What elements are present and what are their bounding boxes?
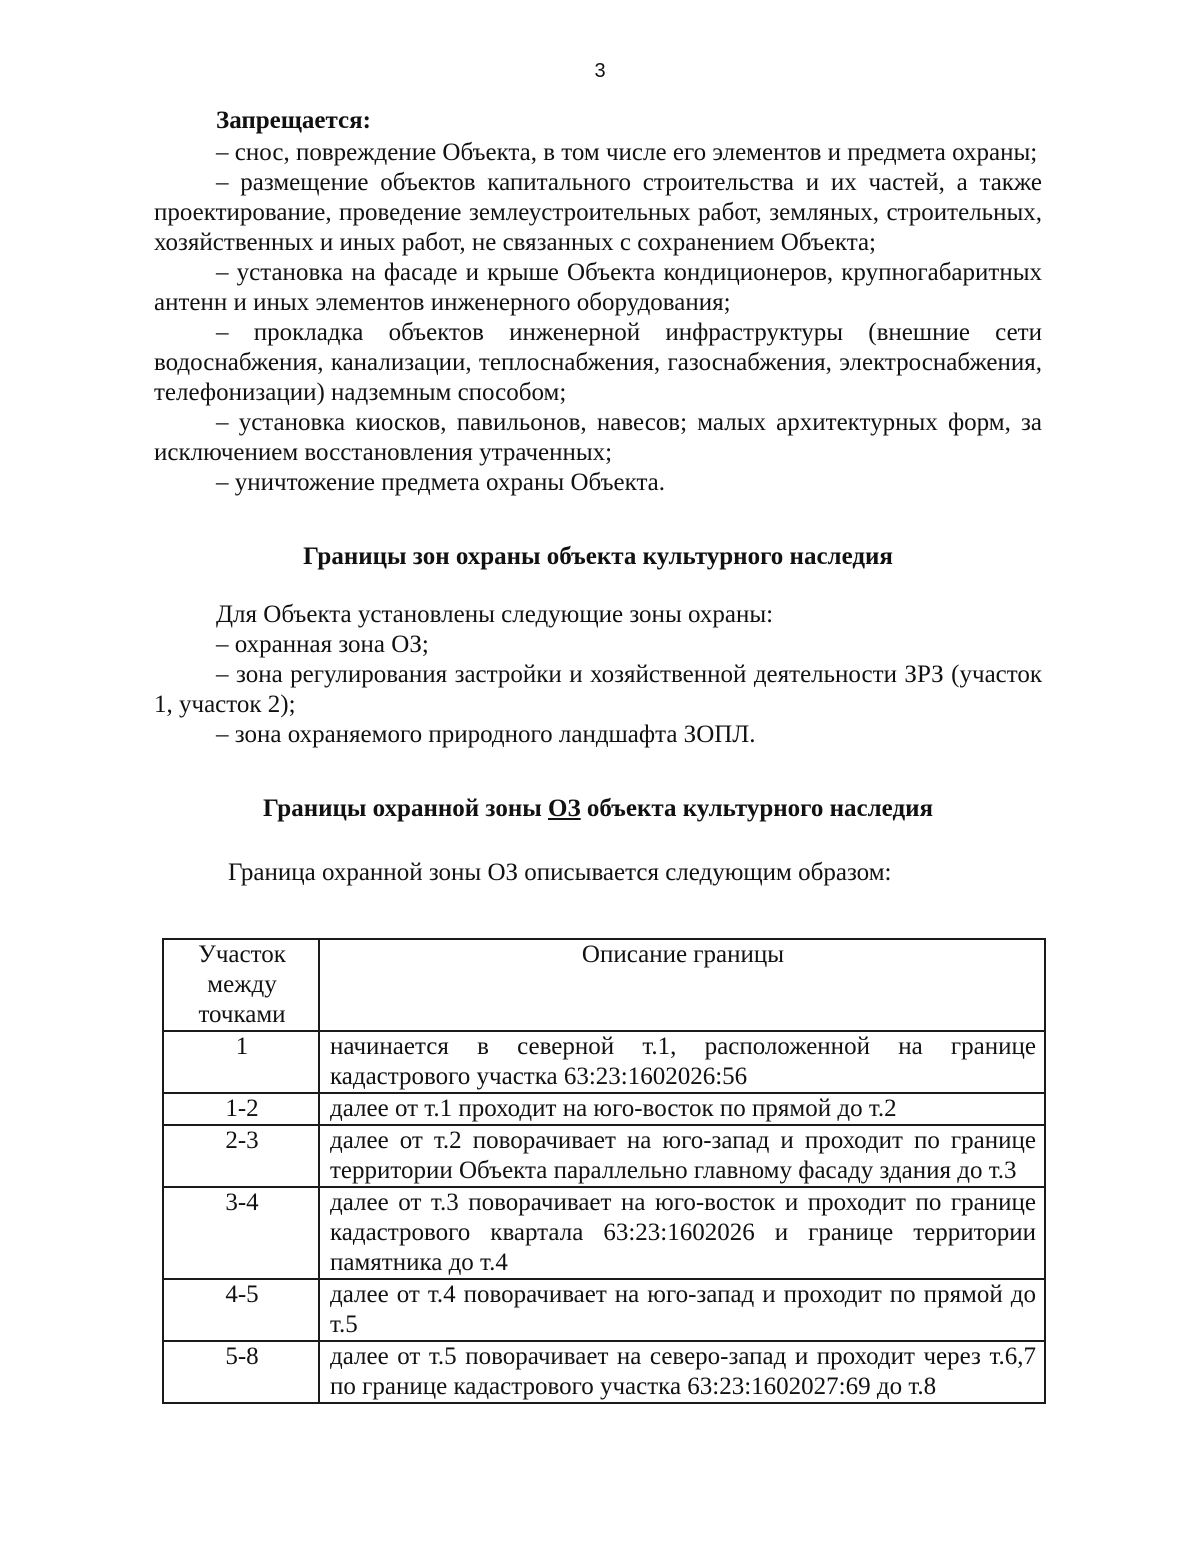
prohibited-item: – установка на фасаде и крыше Объекта кондиционеров, крупногабаритных антенн и иных элементов инженерного оборудования; (154, 259, 1042, 316)
zones-intro: Для Объекта установлены следующие зоны охраны: (216, 601, 774, 628)
table-row (163, 1093, 1045, 1125)
zone-item: – зона регулирования застройки и хозяйственной деятельности ЗРЗ (участок 1, участок 2); (154, 661, 1042, 718)
description-header: Описание границы (319, 939, 1045, 1031)
description-cell: далее от т.2 поворачивает на юго-запад и проходит по границе территории Объекта параллельно главному фасаду здания до т.3 (319, 1125, 1045, 1187)
prohibited-item: – размещение объектов капитального строительства и их частей, а также проектирование, проведение землеустроительных работ, земляных, строительных, хозяйственных и иных работ, не связанных с сохранением Объекта; (154, 169, 1042, 256)
description-cell: далее от т.3 поворачивает на юго-восток и проходит по границе кадастрового квартала 63:23:1602026 и границе территории памятника до т.4 (319, 1187, 1045, 1279)
page-number: 3 (594, 60, 606, 82)
document-body (154, 106, 1042, 888)
table-row (163, 1031, 1045, 1093)
prohibited-item: – установка киосков, павильонов, навесов; малых архитектурных форм, за исключением восстановления утраченных; (154, 409, 1042, 466)
zones-section-title: Границы зон охраны объекта культурного наследия (303, 543, 893, 570)
segment-cell: 1-2 (163, 1093, 319, 1125)
table-row (163, 1279, 1045, 1341)
zone-item: – зона охраняемого природного ландшафта ЗОПЛ. (216, 721, 756, 748)
segment-cell: 3-4 (163, 1187, 319, 1279)
segment-cell: 2-3 (163, 1125, 319, 1187)
boundary-table (162, 938, 1046, 1404)
oz-section-title: Границы охранной зоны ОЗ объекта культурного наследия (262, 795, 934, 822)
description-cell: далее от т.4 поворачивает на юго-запад и проходит по прямой до т.5 (319, 1279, 1045, 1341)
table-intro: Граница охранной зоны ОЗ описывается следующим образом: (228, 859, 892, 886)
description-cell: далее от т.1 проходит на юго-восток по прямой до т.2 (319, 1093, 1045, 1125)
table-row (163, 1125, 1045, 1187)
segment-cell: 4-5 (163, 1279, 319, 1341)
table-row (163, 1187, 1045, 1279)
segment-cell: 1 (163, 1031, 319, 1093)
table-header-row (163, 939, 1045, 1031)
segment-header: Участок между точками (163, 939, 319, 1031)
prohibited-item: – уничтожение предмета охраны Объекта. (216, 469, 666, 496)
segment-cell: 5-8 (163, 1341, 319, 1403)
table-row (163, 1341, 1045, 1403)
prohibited-heading: Запрещается: (216, 107, 372, 134)
zone-item: – охранная зона ОЗ; (216, 631, 429, 658)
prohibited-item: – снос, повреждение Объекта, в том числе его элементов и предмета охраны; (216, 139, 1038, 166)
oz-abbrev: ОЗ (548, 795, 581, 822)
prohibited-item: – прокладка объектов инженерной инфраструктуры (внешние сети водоснабжения, канализации, теплоснабжения, газоснабжения, электроснабжения, телефонизации) надземным способом; (154, 319, 1042, 406)
description-cell: далее от т.5 поворачивает на северо-запад и проходит через т.6,7 по границе кадастрового участка 63:23:1602027:69 до т.8 (319, 1341, 1045, 1403)
description-cell: начинается в северной т.1, расположенной на границе кадастрового участка 63:23:1602026:56 (319, 1031, 1045, 1093)
